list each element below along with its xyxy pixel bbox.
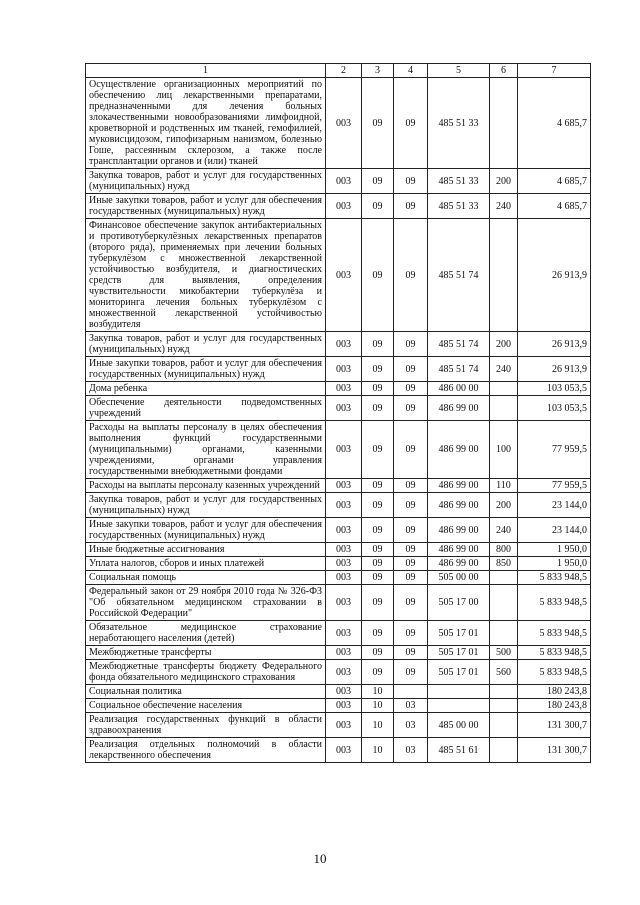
amount-cell: 26 913,9 xyxy=(518,332,591,357)
section-code-cell: 10 xyxy=(362,685,394,699)
ministry-code-cell: 003 xyxy=(326,585,362,621)
expense-type-cell: 200 xyxy=(490,332,518,357)
ministry-code-cell: 003 xyxy=(326,169,362,194)
target-item-cell: 485 51 33 xyxy=(428,78,490,169)
row-name-cell: Иные закупки товаров, работ и услуг для обеспечения государственных (муниципальных) нужд xyxy=(86,194,326,219)
section-code-cell: 09 xyxy=(362,421,394,479)
section-code-cell: 10 xyxy=(362,699,394,713)
ministry-code-cell: 003 xyxy=(326,738,362,763)
amount-cell: 23 144,0 xyxy=(518,518,591,543)
expense-type-cell xyxy=(490,585,518,621)
table-row xyxy=(86,685,591,699)
amount-cell: 1 950,0 xyxy=(518,543,591,557)
subsection-code-cell: 09 xyxy=(394,518,428,543)
table-row xyxy=(86,585,591,621)
expense-type-cell xyxy=(490,699,518,713)
subsection-code-cell: 09 xyxy=(394,332,428,357)
table-row xyxy=(86,396,591,421)
expense-type-cell: 850 xyxy=(490,557,518,571)
subsection-code-cell: 09 xyxy=(394,479,428,493)
expense-type-cell xyxy=(490,713,518,738)
subsection-code-cell: 03 xyxy=(394,738,428,763)
target-item-cell: 505 17 01 xyxy=(428,660,490,685)
subsection-code-cell: 09 xyxy=(394,493,428,518)
page-number: 10 xyxy=(313,851,327,866)
subsection-code-cell: 09 xyxy=(394,660,428,685)
ministry-code-cell: 003 xyxy=(326,571,362,585)
section-code-cell: 09 xyxy=(362,585,394,621)
section-code-cell: 09 xyxy=(362,357,394,382)
table-row xyxy=(86,543,591,557)
expense-type-cell: 240 xyxy=(490,194,518,219)
amount-cell: 77 959,5 xyxy=(518,421,591,479)
amount-cell: 5 833 948,5 xyxy=(518,571,591,585)
row-name-cell: Дома ребенка xyxy=(86,382,326,396)
target-item-cell: 486 99 00 xyxy=(428,543,490,557)
row-name-cell: Иные закупки товаров, работ и услуг для обеспечения государственных (муниципальных) нужд xyxy=(86,518,326,543)
subsection-code-cell: 09 xyxy=(394,571,428,585)
ministry-code-cell: 003 xyxy=(326,219,362,332)
expense-type-cell: 100 xyxy=(490,421,518,479)
row-name-cell: Межбюджетные трансферты бюджету Федерального фонда обязательного медицинского страхования xyxy=(86,660,326,685)
table-body xyxy=(86,78,591,763)
table-row xyxy=(86,660,591,685)
section-code-cell: 09 xyxy=(362,621,394,646)
subsection-code-cell: 03 xyxy=(394,713,428,738)
header-cell: 2 xyxy=(326,64,362,78)
amount-cell: 26 913,9 xyxy=(518,357,591,382)
section-code-cell: 09 xyxy=(362,332,394,357)
target-item-cell: 505 17 00 xyxy=(428,585,490,621)
header-cell: 1 xyxy=(86,64,326,78)
row-name-cell: Расходы на выплаты персоналу казенных учреждений xyxy=(86,479,326,493)
expense-type-cell: 240 xyxy=(490,518,518,543)
ministry-code-cell: 003 xyxy=(326,557,362,571)
subsection-code-cell: 09 xyxy=(394,621,428,646)
row-name-cell: Межбюджетные трансферты xyxy=(86,646,326,660)
section-code-cell: 09 xyxy=(362,571,394,585)
target-item-cell: 486 99 00 xyxy=(428,421,490,479)
table-row xyxy=(86,621,591,646)
ministry-code-cell: 003 xyxy=(326,493,362,518)
expense-type-cell: 200 xyxy=(490,493,518,518)
table-row xyxy=(86,557,591,571)
row-name-cell: Обязательное медицинское страхование неработающего населения (детей) xyxy=(86,621,326,646)
expense-type-cell xyxy=(490,685,518,699)
target-item-cell: 505 17 01 xyxy=(428,646,490,660)
expense-type-cell xyxy=(490,621,518,646)
subsection-code-cell: 09 xyxy=(394,169,428,194)
target-item-cell: 485 51 61 xyxy=(428,738,490,763)
table-row xyxy=(86,382,591,396)
row-name-cell: Реализация отдельных полномочий в области лекарственного обеспечения xyxy=(86,738,326,763)
amount-cell: 5 833 948,5 xyxy=(518,621,591,646)
row-name-cell: Расходы на выплаты персоналу в целях обеспечения выполнения функций государственными (муниципальными) органами, казенными учреждениями, органами управления государственными внебюджетными фондами xyxy=(86,421,326,479)
header-cell: 3 xyxy=(362,64,394,78)
ministry-code-cell: 003 xyxy=(326,699,362,713)
table-row xyxy=(86,699,591,713)
row-name-cell: Социальная помощь xyxy=(86,571,326,585)
ministry-code-cell: 003 xyxy=(326,396,362,421)
expense-type-cell: 200 xyxy=(490,169,518,194)
subsection-code-cell: 09 xyxy=(394,585,428,621)
ministry-code-cell: 003 xyxy=(326,332,362,357)
expense-type-cell: 110 xyxy=(490,479,518,493)
expense-type-cell xyxy=(490,738,518,763)
subsection-code-cell: 09 xyxy=(394,543,428,557)
target-item-cell: 485 51 33 xyxy=(428,169,490,194)
ministry-code-cell: 003 xyxy=(326,357,362,382)
table-row xyxy=(86,713,591,738)
subsection-code-cell xyxy=(394,685,428,699)
row-name-cell: Иные бюджетные ассигнования xyxy=(86,543,326,557)
table-row xyxy=(86,421,591,479)
target-item-cell: 485 51 74 xyxy=(428,357,490,382)
section-code-cell: 09 xyxy=(362,660,394,685)
row-name-cell: Социальная политика xyxy=(86,685,326,699)
ministry-code-cell: 003 xyxy=(326,713,362,738)
amount-cell: 4 685,7 xyxy=(518,78,591,169)
expense-type-cell xyxy=(490,382,518,396)
section-code-cell: 10 xyxy=(362,713,394,738)
table-row xyxy=(86,518,591,543)
table-row xyxy=(86,194,591,219)
target-item-cell: 485 51 74 xyxy=(428,332,490,357)
subsection-code-cell: 09 xyxy=(394,646,428,660)
ministry-code-cell: 003 xyxy=(326,382,362,396)
section-code-cell: 09 xyxy=(362,493,394,518)
section-code-cell: 09 xyxy=(362,169,394,194)
amount-cell: 4 685,7 xyxy=(518,169,591,194)
amount-cell: 77 959,5 xyxy=(518,479,591,493)
amount-cell: 131 300,7 xyxy=(518,738,591,763)
amount-cell: 5 833 948,5 xyxy=(518,585,591,621)
header-cell: 4 xyxy=(394,64,428,78)
section-code-cell: 09 xyxy=(362,646,394,660)
row-name-cell: Закупка товаров, работ и услуг для государственных (муниципальных) нужд xyxy=(86,169,326,194)
amount-cell: 4 685,7 xyxy=(518,194,591,219)
row-name-cell: Реализация государственных функций в области здравоохранения xyxy=(86,713,326,738)
section-code-cell: 10 xyxy=(362,738,394,763)
expense-type-cell: 500 xyxy=(490,646,518,660)
table-row xyxy=(86,219,591,332)
amount-cell: 26 913,9 xyxy=(518,219,591,332)
amount-cell: 180 243,8 xyxy=(518,699,591,713)
amount-cell: 5 833 948,5 xyxy=(518,660,591,685)
ministry-code-cell: 003 xyxy=(326,194,362,219)
ministry-code-cell: 003 xyxy=(326,685,362,699)
row-name-cell: Обеспечение деятельности подведомственных учреждений xyxy=(86,396,326,421)
amount-cell: 103 053,5 xyxy=(518,382,591,396)
ministry-code-cell: 003 xyxy=(326,479,362,493)
table-row xyxy=(86,169,591,194)
amount-cell: 23 144,0 xyxy=(518,493,591,518)
header-cell: 7 xyxy=(518,64,591,78)
amount-cell: 180 243,8 xyxy=(518,685,591,699)
table-row xyxy=(86,493,591,518)
row-name-cell: Иные закупки товаров, работ и услуг для обеспечения государственных (муниципальных) нужд xyxy=(86,357,326,382)
target-item-cell: 486 99 00 xyxy=(428,493,490,518)
ministry-code-cell: 003 xyxy=(326,518,362,543)
expense-type-cell xyxy=(490,571,518,585)
target-item-cell xyxy=(428,685,490,699)
row-name-cell: Закупка товаров, работ и услуг для государственных (муниципальных) нужд xyxy=(86,332,326,357)
ministry-code-cell: 003 xyxy=(326,421,362,479)
row-name-cell: Закупка товаров, работ и услуг для государственных (муниципальных) нужд xyxy=(86,493,326,518)
ministry-code-cell: 003 xyxy=(326,543,362,557)
ministry-code-cell: 003 xyxy=(326,646,362,660)
subsection-code-cell: 09 xyxy=(394,396,428,421)
ministry-code-cell: 003 xyxy=(326,660,362,685)
target-item-cell: 485 51 33 xyxy=(428,194,490,219)
subsection-code-cell: 03 xyxy=(394,699,428,713)
section-code-cell: 09 xyxy=(362,557,394,571)
target-item-cell: 486 99 00 xyxy=(428,396,490,421)
table-row xyxy=(86,646,591,660)
budget-table xyxy=(85,63,591,763)
table-row xyxy=(86,479,591,493)
ministry-code-cell: 003 xyxy=(326,78,362,169)
target-item-cell: 486 00 00 xyxy=(428,382,490,396)
section-code-cell: 09 xyxy=(362,194,394,219)
expense-type-cell xyxy=(490,219,518,332)
target-item-cell: 486 99 00 xyxy=(428,518,490,543)
row-name-cell: Социальное обеспечение населения xyxy=(86,699,326,713)
table-row xyxy=(86,738,591,763)
subsection-code-cell: 09 xyxy=(394,78,428,169)
amount-cell: 5 833 948,5 xyxy=(518,646,591,660)
target-item-cell: 505 17 01 xyxy=(428,621,490,646)
section-code-cell: 09 xyxy=(362,543,394,557)
subsection-code-cell: 09 xyxy=(394,194,428,219)
target-item-cell: 486 99 00 xyxy=(428,557,490,571)
amount-cell: 1 950,0 xyxy=(518,557,591,571)
section-code-cell: 09 xyxy=(362,518,394,543)
amount-cell: 103 053,5 xyxy=(518,396,591,421)
row-name-cell: Финансовое обеспечение закупок антибактериальных и противотуберкулёзных лекарственных препаратов (второго ряда), применяемых при лечении больных туберкулёзом с множественной лекарственной устойчивостью возбудителя, и диагностических средств для выявления, определения чувствительности микобактерии туберкулёза и мониторинга лечения больных туберкулёзом с множественной лекарственной устойчивостью возбудителя xyxy=(86,219,326,332)
table-row xyxy=(86,78,591,169)
expense-type-cell: 800 xyxy=(490,543,518,557)
row-name-cell: Осуществление организационных мероприятий по обеспечению лиц лекарственными препаратами, предназначенными для лечения больных злокачественными новообразованиями лимфоидной, кроветворной и родственных им тканей, гемофилией, муковисцидозом, гипофизарным нанизмом, болезнью Гоше, рассеянным склерозом, а также после трансплантации органов и (или) тканей xyxy=(86,78,326,169)
expense-type-cell xyxy=(490,396,518,421)
subsection-code-cell: 09 xyxy=(394,219,428,332)
header-cell: 6 xyxy=(490,64,518,78)
expense-type-cell: 560 xyxy=(490,660,518,685)
table-row xyxy=(86,571,591,585)
row-name-cell: Федеральный закон от 29 ноября 2010 года № 326-ФЗ "Об обязательном медицинском страховании в Российской Федерации" xyxy=(86,585,326,621)
header-cell: 5 xyxy=(428,64,490,78)
row-name-cell: Уплата налогов, сборов и иных платежей xyxy=(86,557,326,571)
target-item-cell xyxy=(428,699,490,713)
ministry-code-cell: 003 xyxy=(326,621,362,646)
subsection-code-cell: 09 xyxy=(394,557,428,571)
target-item-cell: 485 51 74 xyxy=(428,219,490,332)
expense-type-cell: 240 xyxy=(490,357,518,382)
subsection-code-cell: 09 xyxy=(394,421,428,479)
section-code-cell: 09 xyxy=(362,78,394,169)
target-item-cell: 485 00 00 xyxy=(428,713,490,738)
header-row xyxy=(86,64,591,78)
section-code-cell: 09 xyxy=(362,479,394,493)
section-code-cell: 09 xyxy=(362,382,394,396)
target-item-cell: 486 99 00 xyxy=(428,479,490,493)
amount-cell: 131 300,7 xyxy=(518,713,591,738)
table-row xyxy=(86,332,591,357)
target-item-cell: 505 00 00 xyxy=(428,571,490,585)
table-row xyxy=(86,357,591,382)
subsection-code-cell: 09 xyxy=(394,382,428,396)
subsection-code-cell: 09 xyxy=(394,357,428,382)
expense-type-cell xyxy=(490,78,518,169)
section-code-cell: 09 xyxy=(362,219,394,332)
section-code-cell: 09 xyxy=(362,396,394,421)
